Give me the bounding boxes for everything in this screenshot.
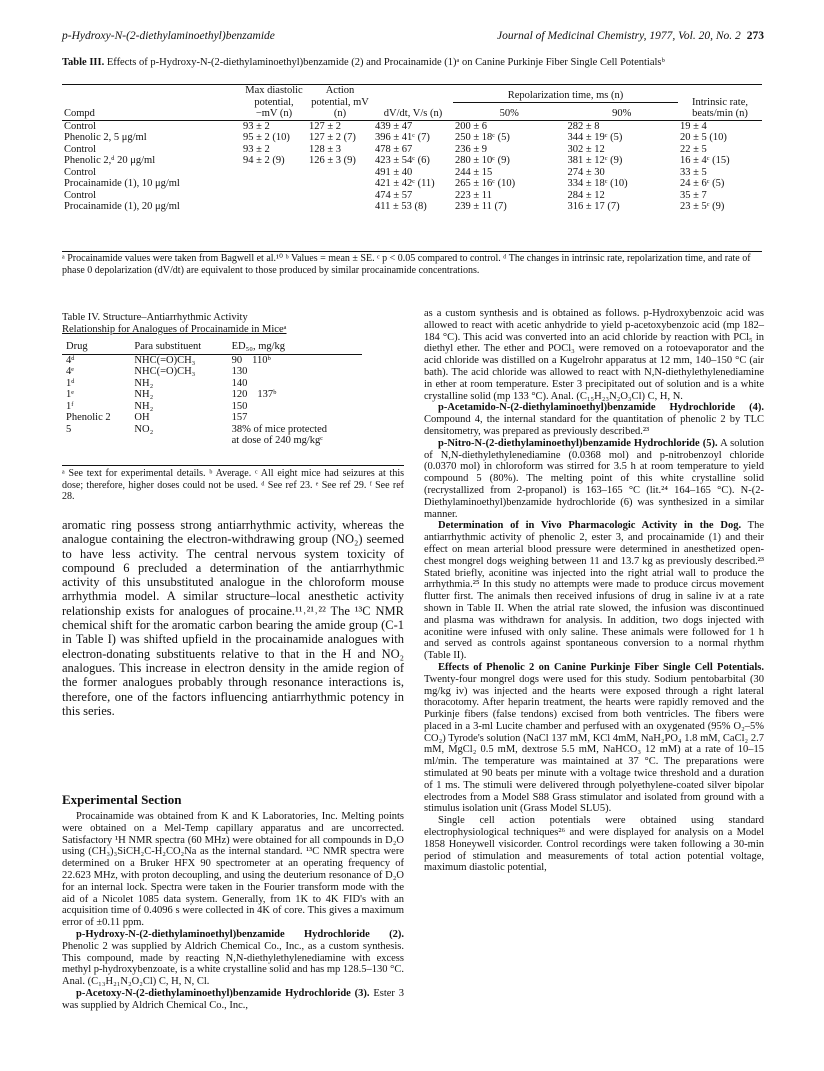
table-cell: 396 ± 41ᶜ (7) (375, 132, 430, 143)
table-cell (62, 424, 130, 436)
table-row (62, 155, 762, 167)
table-cell (241, 167, 307, 179)
table-cell-text: NH₂ (134, 377, 154, 389)
table-cell-text: 150 (231, 400, 248, 412)
table-cell-text: 157 (231, 412, 248, 423)
table-cell (228, 412, 362, 424)
table-cell: 236 ± 9 (455, 143, 488, 155)
table3-header-ap: Action potential, mV (n) (307, 85, 373, 121)
table-cell (130, 435, 227, 447)
table-cell: 316 ± 17 (7) (567, 201, 620, 212)
table-cell: Control (64, 189, 97, 201)
table-cell: 478 ± 67 (375, 143, 413, 155)
table-cell (228, 378, 362, 390)
table3-bottom-rule (62, 251, 762, 252)
table-cell: 334 ± 18ᶜ (10) (567, 178, 628, 189)
group-average-1: 137ᵇ (257, 389, 277, 400)
table-cell (228, 401, 362, 413)
table-cell: 411 ± 53 (8) (375, 201, 427, 212)
table-cell: 19 ± 4 (680, 120, 707, 132)
group-average-4: 110ᵇ (252, 354, 271, 366)
table-cell (62, 378, 130, 390)
table-cell (228, 389, 362, 401)
table3 (62, 84, 762, 213)
table-cell (130, 401, 227, 413)
table-cell: 474 ± 57 (375, 189, 413, 201)
table-cell-text: 90 (231, 354, 243, 366)
table-cell: Phenolic 2,ᵈ 20 μg/ml (64, 155, 156, 166)
table-cell-text: Phenolic 2 (66, 412, 111, 423)
in-vivo-paragraph: Determination of in Vivo Pharmacologic Activity in the Dog. The antiarrhythmic activity of phenolic 2, ester 3, and procainamide (1) and their effect on mean arterial blood pressure were determined in anesthetized open-chest mongrel dogs weighing between 11 and 13.7 kg as previously described.²³ Stated briefly, aconitine was injected into the right atrial wall to produce the arrhythmia.²⁵ In this study no attempts were made to produce circus movement flutter first. The animals then received infusions of drug in saline iv at a rate shown in Table II. When the atrial rate slowed, the infusion was discontinued and plasma was withdrawn for analysis. In addition, two dogs injected with aconitine were infused with only saline. These animals were followed for 1 h and served as controls against spontaneous conversion to a normal rhythm (Table II). (424, 520, 765, 662)
table-cell: 24 ± 6ᶜ (5) (680, 178, 725, 189)
table-row (62, 190, 762, 202)
table-cell: 423 ± 54ᶜ (6) (375, 155, 430, 166)
table-row (62, 354, 362, 366)
table4-footnote: ᵃ See text for experimental details. ᵇ Average. ᶜ All eight mice had seizures at this dose; therefore, higher doses could not be used. ᵈ See ref 23. ᵉ See ref 29. ᶠ See ref 28. (62, 465, 404, 503)
table-row (62, 412, 362, 424)
table-cell: 16 ± 4ᶜ (15) (680, 155, 730, 166)
table-row (62, 401, 362, 413)
table-cell (241, 190, 307, 202)
table-cell: Control (64, 120, 97, 132)
table-cell (130, 354, 227, 366)
table-row (62, 389, 362, 401)
table-cell (130, 412, 227, 424)
table3-footnote: ᵃ Procainamide values were taken from Bagwell et al.¹⁰ ᵇ Values = mean ± SE. ᶜ p < 0.05 compared to control. ᵈ The changes in intrinsic rate, repolarization time, and rate of phase 0 depolarization (dV/dt) are equivalent to those produced by similar procainamide concentrations. (62, 253, 751, 276)
discussion-paragraph (62, 518, 404, 718)
compound3-synthesis: as a custom synthesis and is obtained as follows. p-Hydroxybenzoic acid was allowed to react with acetic anhydride to yield p-acetoxybenzoic acid (mp 182–184 °C). This acid was converted into an acid chloride by reaction with PCl₅ in diethyl ether. The ether and POCl₃ were removed on a rotoevaporator and the acid chloride was distilled on a Kugelrohr apparatus at 12 mm, 140–150 °C (air bath). The acid chloride was allowed to react with N,N-diethylethylenediamine in ether at room temperature. Ester 3 precipitated out of solution and is a white crystalline solid (mp 133 °C). Anal. (C₁₅H₂₃N₂O₃Cl) C, H, N. (424, 308, 764, 402)
table-cell (62, 354, 130, 366)
table4-body (62, 354, 362, 447)
table-cell: at dose of 240 mg/kgᶜ (231, 435, 323, 446)
table-cell: Phenolic 2, 5 μg/ml (64, 132, 147, 143)
table3-caption (62, 57, 762, 69)
table-cell: 280 ± 10ᶜ (9) (455, 155, 510, 166)
experimental-intro: Procainamide was obtained from K and K Laboratories, Inc. Melting points were obtained on a Mel-Temp capillary apparatus and are uncorrected. Satisfactory ¹H NMR spectra (60 MHz) were obtained for all compounds in D₂O using (CH₃)₃SiCH₂C-H₂CO₂Na as the internal standard. ¹³C NMR spectra were determined on a Bruker HFX 90 spectrometer at an operating frequency of 22.623 MHz, with proton decoupling, and using the deuterium resonance of D₂O for an internal lock. Spectra were taken in the Fourier transform mode with the aid of a Nicolet 1085 data system. Generally, from 1K to 4K FID's with an acquisition time of 0.4096 s were collected in 4K of core. This gives a maximum error of ±0.11 ppm. (62, 811, 404, 929)
running-head-journal: Journal of Medicinal Chemistry, 1977, Vol. 20, No. 2 273 (497, 30, 764, 42)
table-cell (130, 378, 227, 390)
single-cell-paragraph: Single cell action potentials were obtained using standard electrophysiological techniques²⁶ and were displayed for analysis on a Model 1858 Honeywell visicorder. Control recordings were taken following a 30-min period of stimulation and measurements of total action potential voltage, maximum diastolic potential, (424, 815, 764, 874)
compound4-paragraph: p-Acetamido-N-(2-diethylaminoethyl)benzamide Hydrochloride (4). Compound 4, the internal standard for the quantitation of phenolic 2 by TLC densitometry, was prepared as previously described.²³ (424, 402, 764, 437)
table-cell: Control (64, 143, 97, 155)
table-cell: 344 ± 19ᶜ (5) (567, 132, 623, 143)
table-cell-text: 120 (231, 389, 248, 400)
table-cell: 239 ± 11 (7) (455, 201, 507, 212)
table3-header-rate: Intrinsic rate, beats/min (n) (678, 85, 762, 121)
table-cell-text: NO₂ (134, 423, 154, 435)
table3-subheader-50: 50% (453, 102, 566, 120)
table-cell (62, 389, 130, 401)
table3-header-dvdt: dV/dt, V/s (n) (373, 85, 453, 121)
table3-header-repol: Repolarization time, ms (n) (453, 85, 678, 103)
table4-caption-line2: Relationship for Analogues of Procainamide in Miceᵃ (62, 323, 287, 335)
table-cell: 33 ± 5 (680, 166, 707, 178)
table-row (62, 144, 762, 156)
table-cell-text: 4ᵈ (66, 354, 75, 366)
table-cell (228, 354, 362, 366)
table-cell: 127 ± 2 (309, 120, 342, 132)
table-cell: 126 ± 3 (9) (309, 155, 356, 166)
compound5-paragraph: p-Nitro-N-(2-diethylaminoethyl)benzamide Hydrochloride (5). A solution of N,N-diethylethylenediamine (0.0368 mol) and p-nitrobenzoyl chloride (0.0370 mol) in chloroform was stirred for 3.5 h at room temperature to yield compound 5 (80%). The melting point of this white crystalline solid (recrystallized from 2-propanol) is 163–165 °C (lit.²⁴ 164–165 °C). N-(2-Diethylaminoethyl)benzamide hydrochloride (6) was synthesized in a similar manner. (424, 437, 765, 520)
table-cell-text: 5 (66, 423, 72, 435)
table-row (62, 366, 362, 378)
table-cell-text: 38% of mice protected (231, 423, 327, 435)
table4-caption-line1: Table IV. Structure–Antiarrhythmic Activity (62, 312, 248, 323)
table-cell (307, 167, 373, 179)
table-cell: 439 ± 47 (375, 120, 413, 132)
table-row (62, 178, 762, 190)
table-cell: 244 ± 15 (455, 166, 493, 178)
table-row (62, 120, 762, 132)
table-cell: 94 ± 2 (9) (243, 155, 285, 166)
table3-header-mdp: Max diastolic potential, −mV (n) (241, 85, 307, 121)
table3-header-compd: Compd (62, 85, 241, 121)
table-cell: 302 ± 12 (567, 143, 605, 155)
table4-header-drug: Drug (66, 341, 88, 352)
table-cell: 127 ± 2 (7) (309, 132, 356, 143)
table-cell: 274 ± 30 (567, 166, 605, 178)
table-cell: 421 ± 42ᶜ (11) (375, 178, 435, 189)
table-cell: 95 ± 2 (10) (243, 132, 290, 143)
table-cell: Control (64, 166, 97, 178)
table-cell-text: NH₂ (134, 389, 154, 400)
table-cell (62, 366, 130, 378)
table-row (62, 378, 362, 390)
table-cell-text: 1ᶠ (66, 400, 74, 412)
table3-label: Table III. (62, 57, 105, 68)
table-cell (130, 424, 227, 436)
table-cell: 93 ± 2 (243, 143, 270, 155)
table-cell: 282 ± 8 (567, 120, 600, 132)
table-cell: 381 ± 12ᶜ (9) (567, 155, 623, 166)
compound3-paragraph: p-Acetoxy-N-(2-diethylaminoethyl)benzamide Hydrochloride (3). Ester 3 was supplied by Aldrich Chemical Co., Inc., (62, 987, 404, 1011)
table-cell: 284 ± 12 (567, 189, 605, 201)
experimental-right (424, 308, 764, 874)
table-cell: Procainamide (1), 20 μg/ml (64, 201, 180, 212)
running-head-title: p-Hydroxy-N-(2-diethylaminoethyl)benzamide (62, 30, 275, 42)
table-cell (241, 178, 307, 190)
table-cell: 20 ± 5 (10) (680, 132, 727, 143)
table-cell (62, 401, 130, 413)
table-cell-text: 4ᵉ (66, 366, 74, 377)
table-row (62, 424, 362, 436)
table-cell: 128 ± 3 (309, 143, 342, 155)
table-cell: 250 ± 18ᶜ (5) (455, 132, 510, 143)
table-row (62, 435, 362, 447)
table4-header-ed50: ED₅₀, mg/kg (231, 341, 286, 352)
table-cell (130, 389, 227, 401)
table-cell: 265 ± 16ᶜ (10) (455, 178, 516, 189)
table-cell: 223 ± 11 (455, 189, 492, 201)
table-cell: 93 ± 2 (243, 120, 270, 132)
table-cell-text: 130 (231, 366, 248, 377)
table-cell-text: 1ᵈ (66, 377, 75, 389)
table-cell: 491 ± 40 (375, 166, 413, 178)
page-number: 273 (746, 30, 764, 42)
table3-caption-text: Effects of p-Hydroxy-N-(2-diethylaminoethyl)benzamide (2) and Procainamide (1)ᵃ on Canine Purkinje Fiber Single Cell Potentialsᵇ (106, 57, 665, 68)
table-cell (228, 366, 362, 378)
table-row (62, 167, 762, 179)
table-cell (307, 190, 373, 202)
table-cell: 35 ± 7 (680, 189, 707, 201)
experimental-left (62, 811, 404, 1012)
table-cell (62, 412, 130, 424)
table-cell-text: 140 (231, 377, 248, 389)
table-row (62, 132, 762, 144)
table-cell-text: OH (134, 412, 150, 423)
table-cell-text: 1ᵉ (66, 389, 74, 400)
table-cell (241, 201, 307, 213)
table-cell: 23 ± 5ᶜ (9) (680, 201, 725, 212)
table-cell-text: NHC(=O)CH₃ (134, 354, 196, 366)
compound2-paragraph: p-Hydroxy-N-(2-diethylaminoethyl)benzamide Hydrochloride (2). Phenolic 2 was supplied by Aldrich Chemical Co., Inc., as a custom synthesis. This compound, made by reacting N,N-diethylethylenediamine with excess methyl p-hydroxybenzoate, is a white crystalline solid and has mp 128.5–130 °C. Anal. (C₁₃H₂₁N₂O₂Cl) C, H, N, Cl. (62, 928, 404, 988)
table-cell-text: NH₂ (134, 400, 154, 412)
table-cell: 22 ± 5 (680, 143, 707, 155)
table-cell (62, 435, 130, 447)
section-heading: Experimental Section (62, 792, 182, 807)
table4-caption (62, 312, 404, 336)
table-cell-text: NHC(=O)CH₃ (134, 366, 196, 377)
table-cell (228, 424, 362, 436)
table-cell (307, 178, 373, 190)
table3-subheader-90: 90% (566, 102, 679, 120)
table3-body (62, 120, 762, 213)
table-cell: Procainamide (1), 10 μg/ml (64, 178, 180, 189)
table4-header-substituent: Para substituent (134, 341, 202, 352)
table-row (62, 201, 762, 213)
table4 (62, 340, 362, 447)
running-head (62, 30, 764, 42)
table-cell (130, 366, 227, 378)
discussion-text: aromatic ring possess strong antiarrhythmic activity, whereas the analogue containing the electron-withdrawing group (NO₂) seemed to have less activity. The central nervous system toxicity of compound 6 precluded a determination of the antiarrhythmic activity of this unsubstituted analogue in the chloroform mouse arrhythmia model. A similar structure–local anesthetic activity relationship exists for analogues of procaine.¹¹˒²¹˒²² The ¹³C NMR chemical shift for the aromatic carbon bearing the amide group (C-1 in Table I) was shifted upfield in the procainamide analogues with electron-donating substituents relative to that in the H and NO₂ analogues. This increase in electron density in the amide region of the former analogues probably through resonance interactions is, therefore, one of the factors influencing antiarrhythmic potency in this series. (62, 518, 404, 718)
table-cell: 200 ± 6 (455, 120, 488, 132)
purkinje-paragraph: Effects of Phenolic 2 on Canine Purkinje Fiber Single Cell Potentials. Twenty-four mongrel dogs were used for this study. Sodium pentobarbital (30 mg/kg iv) was injected and the hearts were exposed through a right lateral thoracotomy. After heparin treatment, the hearts were rapidly removed and the Purkinje fibers (false tendons) excised from both ventricles. The fibers were placed in a 3-ml Lucite chamber and perfused with an oxygenated (95% O₂–5% CO₂) Tyrode's solution (NaCl 137 mM, KCl 4mM, NaH₂PO₄ 1.8 mM, CaCl₂ 2.7 mM, MgCl₂ 0.5 mM, dextrose 5.5 mM, NaHCO₃ 12 mM) at a rate of 10–15 ml/min. The temperature was maintained at 37 °C. The preparations were stimulated at 90 beats per minute with a voltage twice threshold and a duration of 1 ms. The stimuli were delivered through polyethylene-coated silver bipolar electrodes from a Model S88 Grass stimulator and isolated from ground with a stimulus isolation unit (Grass Model SLU5). (424, 661, 764, 815)
table-cell (307, 201, 373, 213)
